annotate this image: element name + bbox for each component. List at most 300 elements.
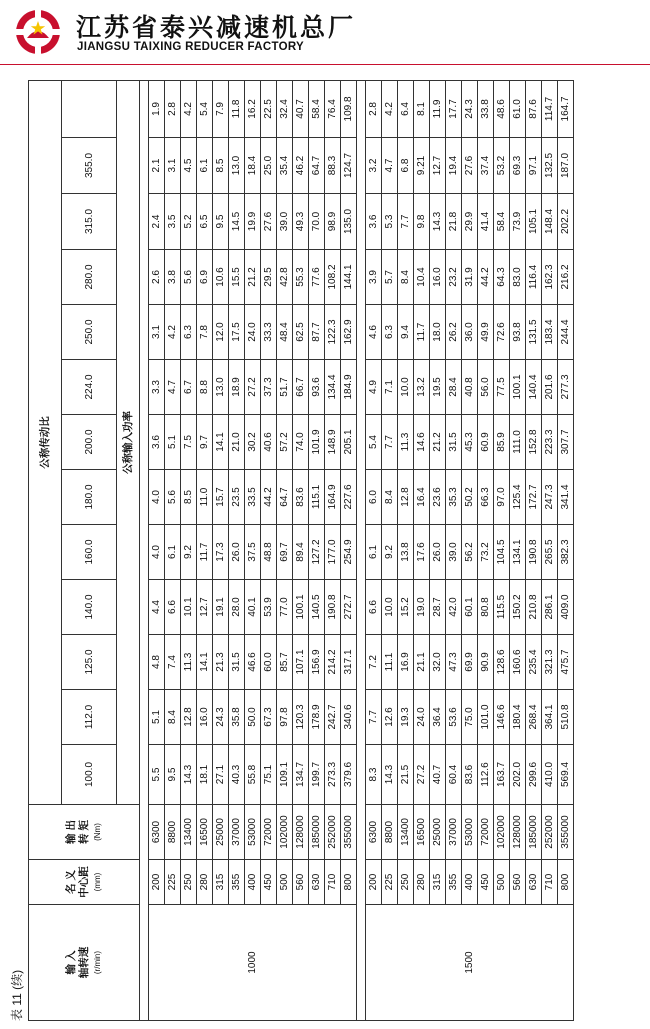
power-value-cell: 16.0 — [430, 250, 446, 305]
power-value-cell: 14.6 — [414, 415, 430, 470]
power-value-cell: 6.4 — [398, 80, 414, 137]
power-value-cell: 27.6 — [261, 194, 277, 250]
power-value-cell: 134.1 — [510, 525, 526, 580]
power-value-cell: 11.3 — [181, 635, 197, 690]
power-value-cell: 3.9 — [366, 250, 382, 305]
power-value-cell: 7.5 — [181, 415, 197, 470]
header-center-distance-unit: (mm) — [92, 872, 102, 892]
power-value-cell: 27.6 — [462, 138, 478, 194]
table-row — [558, 80, 574, 1020]
power-value-cell: 73.9 — [510, 194, 526, 250]
power-value-cell: 4.2 — [382, 80, 398, 137]
output-torque-cell: 102000 — [494, 805, 510, 860]
power-value-cell: 135.0 — [341, 194, 357, 250]
power-value-cell: 26.2 — [446, 305, 462, 360]
power-value-cell: 7.9 — [213, 80, 229, 137]
power-value-cell: 2.4 — [149, 194, 165, 250]
power-value-cell: 37.3 — [261, 360, 277, 415]
power-value-cell: 12.8 — [398, 470, 414, 525]
power-value-cell: 569.4 — [558, 745, 574, 805]
table-row — [366, 80, 382, 1020]
power-value-cell: 14.3 — [181, 745, 197, 805]
power-value-cell: 31.5 — [229, 635, 245, 690]
power-value-cell: 9.8 — [414, 194, 430, 250]
power-value-cell: 5.5 — [149, 745, 165, 805]
power-value-cell: 48.6 — [494, 80, 510, 137]
output-torque-cell: 355000 — [558, 805, 574, 860]
power-value-cell: 11.1 — [382, 635, 398, 690]
power-value-cell: 9.7 — [197, 415, 213, 470]
power-value-cell: 7.8 — [197, 305, 213, 360]
power-value-cell: 152.8 — [526, 415, 542, 470]
power-value-cell: 40.7 — [293, 80, 309, 137]
power-value-cell: 2.8 — [165, 80, 181, 137]
power-value-cell: 70.0 — [309, 194, 325, 250]
output-torque-cell: 128000 — [510, 805, 526, 860]
group-spacer — [357, 80, 366, 1020]
power-value-cell: 125.4 — [510, 470, 526, 525]
power-value-cell: 190.8 — [526, 525, 542, 580]
power-value-cell: 6.1 — [366, 525, 382, 580]
power-value-cell: 8.4 — [398, 250, 414, 305]
output-torque-cell: 37000 — [229, 805, 245, 860]
output-torque-cell: 16500 — [197, 805, 213, 860]
power-value-cell: 29.5 — [261, 250, 277, 305]
power-value-cell: 4.5 — [181, 138, 197, 194]
power-value-cell: 24.0 — [414, 690, 430, 745]
power-value-cell: 134.7 — [293, 745, 309, 805]
table-row — [462, 80, 478, 1020]
power-value-cell: 6.1 — [197, 138, 213, 194]
output-torque-cell: 53000 — [245, 805, 261, 860]
power-value-cell: 178.9 — [309, 690, 325, 745]
ratio-header-cell: 200.0 — [62, 415, 117, 470]
power-value-cell: 55.3 — [293, 250, 309, 305]
power-value-cell: 87.7 — [309, 305, 325, 360]
power-value-cell: 4.7 — [382, 138, 398, 194]
power-value-cell: 46.2 — [293, 138, 309, 194]
power-value-cell: 58.4 — [309, 80, 325, 137]
power-value-cell: 214.2 — [325, 635, 341, 690]
output-torque-cell: 6300 — [149, 805, 165, 860]
power-value-cell: 21.3 — [213, 635, 229, 690]
power-value-cell: 37.4 — [478, 138, 494, 194]
table-row — [414, 80, 430, 1020]
power-value-cell: 7.7 — [382, 415, 398, 470]
header-nominal-power: 公称输入功率 — [117, 80, 140, 804]
power-value-cell: 6.6 — [366, 580, 382, 635]
input-speed-cell: 1500 — [366, 905, 574, 1021]
table-row — [245, 80, 261, 1020]
power-value-cell: 14.5 — [229, 194, 245, 250]
power-value-cell: 382.3 — [558, 525, 574, 580]
power-value-cell: 19.9 — [245, 194, 261, 250]
output-torque-cell: 252000 — [542, 805, 558, 860]
table-row — [325, 80, 341, 1020]
output-torque-cell: 128000 — [293, 805, 309, 860]
page-header — [0, 0, 650, 72]
power-value-cell: 37.5 — [245, 525, 261, 580]
power-value-cell: 201.6 — [542, 360, 558, 415]
power-value-cell: 4.2 — [165, 305, 181, 360]
power-value-cell: 19.4 — [446, 138, 462, 194]
power-value-cell: 7.2 — [366, 635, 382, 690]
power-value-cell: 24.0 — [245, 305, 261, 360]
power-value-cell: 5.1 — [149, 690, 165, 745]
power-value-cell: 45.3 — [462, 415, 478, 470]
power-value-cell: 33.8 — [478, 80, 494, 137]
power-value-cell: 16.4 — [414, 470, 430, 525]
header-output-torque-unit: (Nm) — [92, 823, 102, 841]
power-value-cell: 88.3 — [325, 138, 341, 194]
power-value-cell: 4.0 — [149, 470, 165, 525]
power-value-cell: 16.0 — [197, 690, 213, 745]
power-value-cell: 307.7 — [558, 415, 574, 470]
power-value-cell: 74.0 — [293, 415, 309, 470]
power-value-cell: 6.6 — [165, 580, 181, 635]
output-torque-cell: 185000 — [526, 805, 542, 860]
center-distance-cell: 250 — [398, 860, 414, 905]
power-value-cell: 42.8 — [277, 250, 293, 305]
power-value-cell: 100.1 — [293, 580, 309, 635]
power-value-cell: 109.8 — [341, 80, 357, 137]
ratio-header-cell: 160.0 — [62, 525, 117, 580]
power-value-cell: 67.3 — [261, 690, 277, 745]
rotated-table-page — [8, 81, 608, 1021]
power-value-cell: 286.1 — [542, 580, 558, 635]
power-value-cell: 57.2 — [277, 415, 293, 470]
power-value-cell: 13.2 — [414, 360, 430, 415]
power-value-cell: 21.5 — [398, 745, 414, 805]
output-torque-cell: 102000 — [277, 805, 293, 860]
power-value-cell: 93.8 — [510, 305, 526, 360]
power-value-cell: 162.3 — [542, 250, 558, 305]
power-value-cell: 98.9 — [325, 194, 341, 250]
power-value-cell: 5.4 — [366, 415, 382, 470]
header-input-speed-unit: (r/min) — [92, 950, 102, 975]
power-value-cell: 317.1 — [341, 635, 357, 690]
power-value-cell: 244.4 — [558, 305, 574, 360]
ratio-header-cell: 280.0 — [62, 250, 117, 305]
header-center-distance — [29, 860, 140, 905]
power-value-cell: 107.1 — [293, 635, 309, 690]
power-value-cell: 75.0 — [462, 690, 478, 745]
company-name-english: JIANGSU TAIXING REDUCER FACTORY — [77, 41, 304, 53]
power-value-cell: 162.9 — [341, 305, 357, 360]
power-value-cell: 66.3 — [478, 470, 494, 525]
power-value-cell: 273.3 — [325, 745, 341, 805]
power-value-cell: 11.3 — [398, 415, 414, 470]
table-row — [430, 80, 446, 1020]
center-distance-cell: 200 — [366, 860, 382, 905]
power-value-cell: 3.8 — [165, 250, 181, 305]
power-value-cell: 21.8 — [446, 194, 462, 250]
power-value-cell: 8.1 — [414, 80, 430, 137]
power-value-cell: 40.3 — [229, 745, 245, 805]
power-value-cell: 216.2 — [558, 250, 574, 305]
power-value-cell: 97.1 — [526, 138, 542, 194]
header-input-speed-label: 输 入 轴转速 — [64, 946, 90, 979]
table-row — [526, 80, 542, 1020]
center-distance-cell: 560 — [510, 860, 526, 905]
power-value-cell: 53.9 — [261, 580, 277, 635]
center-distance-cell: 200 — [149, 860, 165, 905]
power-value-cell: 22.5 — [261, 80, 277, 137]
ratio-header-cell: 250.0 — [62, 305, 117, 360]
center-distance-cell: 280 — [414, 860, 430, 905]
power-value-cell: 31.5 — [446, 415, 462, 470]
power-value-cell: 26.0 — [430, 525, 446, 580]
power-value-cell: 7.7 — [366, 690, 382, 745]
power-value-cell: 172.7 — [526, 470, 542, 525]
power-value-cell: 6.3 — [181, 305, 197, 360]
ratio-header-cell: 100.0 — [62, 745, 117, 805]
center-distance-cell: 800 — [558, 860, 574, 905]
ratio-header-cell: 315.0 — [62, 194, 117, 250]
power-value-cell: 35.3 — [446, 470, 462, 525]
power-value-cell: 55.8 — [245, 745, 261, 805]
power-value-cell: 10.0 — [382, 580, 398, 635]
center-distance-cell: 355 — [229, 860, 245, 905]
power-value-cell: 60.1 — [462, 580, 478, 635]
power-value-cell: 17.7 — [446, 80, 462, 137]
power-value-cell: 8.8 — [197, 360, 213, 415]
center-distance-cell: 355 — [446, 860, 462, 905]
power-value-cell: 35.8 — [229, 690, 245, 745]
power-value-cell: 69.9 — [462, 635, 478, 690]
power-value-cell: 247.3 — [542, 470, 558, 525]
power-value-cell: 69.7 — [277, 525, 293, 580]
power-value-cell: 13.8 — [398, 525, 414, 580]
power-value-cell: 61.0 — [510, 80, 526, 137]
power-value-cell: 14.1 — [197, 635, 213, 690]
power-value-cell: 140.4 — [526, 360, 542, 415]
center-distance-cell: 225 — [165, 860, 181, 905]
center-distance-cell: 315 — [213, 860, 229, 905]
power-value-cell: 25.0 — [261, 138, 277, 194]
output-torque-cell: 6300 — [366, 805, 382, 860]
power-value-cell: 49.3 — [293, 194, 309, 250]
output-torque-cell: 25000 — [213, 805, 229, 860]
output-torque-cell: 355000 — [341, 805, 357, 860]
header-input-speed — [29, 905, 140, 1021]
power-value-cell: 47.3 — [446, 635, 462, 690]
table-row — [197, 80, 213, 1020]
power-value-cell: 64.7 — [277, 470, 293, 525]
power-value-cell: 10.6 — [213, 250, 229, 305]
power-value-cell: 27.2 — [245, 360, 261, 415]
power-value-cell: 15.5 — [229, 250, 245, 305]
output-torque-cell: 53000 — [462, 805, 478, 860]
power-value-cell: 89.4 — [293, 525, 309, 580]
power-value-cell: 8.5 — [213, 138, 229, 194]
power-value-cell: 190.8 — [325, 580, 341, 635]
power-value-cell: 11.8 — [229, 80, 245, 137]
power-value-cell: 7.1 — [382, 360, 398, 415]
power-value-cell: 101.9 — [309, 415, 325, 470]
power-value-cell: 12.8 — [181, 690, 197, 745]
center-distance-cell: 710 — [542, 860, 558, 905]
power-value-cell: 108.2 — [325, 250, 341, 305]
power-value-cell: 28.7 — [430, 580, 446, 635]
header-nominal-ratio: 公称传动比 — [29, 80, 62, 804]
power-value-cell: 27.2 — [414, 745, 430, 805]
power-value-cell: 69.3 — [510, 138, 526, 194]
table-row — [293, 80, 309, 1020]
power-value-cell: 64.7 — [309, 138, 325, 194]
power-value-cell: 64.3 — [494, 250, 510, 305]
power-value-cell: 24.3 — [213, 690, 229, 745]
header-divider — [0, 64, 650, 65]
power-value-cell: 72.6 — [494, 305, 510, 360]
power-value-cell: 510.8 — [558, 690, 574, 745]
center-distance-cell: 225 — [382, 860, 398, 905]
power-value-cell: 36.0 — [462, 305, 478, 360]
power-value-cell: 202.0 — [510, 745, 526, 805]
power-value-cell: 6.0 — [366, 470, 382, 525]
table-row — [510, 80, 526, 1020]
power-value-cell: 3.6 — [366, 194, 382, 250]
power-value-cell: 21.1 — [414, 635, 430, 690]
power-value-cell: 105.1 — [526, 194, 542, 250]
table-row — [277, 80, 293, 1020]
power-value-cell: 5.6 — [181, 250, 197, 305]
power-value-cell: 475.7 — [558, 635, 574, 690]
power-value-cell: 299.6 — [526, 745, 542, 805]
power-value-cell: 15.7 — [213, 470, 229, 525]
power-value-cell: 41.4 — [478, 194, 494, 250]
output-torque-cell: 252000 — [325, 805, 341, 860]
power-value-cell: 75.1 — [261, 745, 277, 805]
table-row — [181, 80, 197, 1020]
power-value-cell: 26.0 — [229, 525, 245, 580]
power-value-cell: 7.7 — [398, 194, 414, 250]
power-value-cell: 127.2 — [309, 525, 325, 580]
power-value-cell: 27.1 — [213, 745, 229, 805]
power-value-cell: 9.21 — [414, 138, 430, 194]
power-value-cell: 12.7 — [197, 580, 213, 635]
power-value-cell: 16.9 — [398, 635, 414, 690]
power-value-cell: 87.6 — [526, 80, 542, 137]
power-value-cell: 58.4 — [494, 194, 510, 250]
output-torque-cell: 8800 — [382, 805, 398, 860]
power-value-cell: 44.2 — [478, 250, 494, 305]
power-value-cell: 2.8 — [366, 80, 382, 137]
power-value-cell: 29.9 — [462, 194, 478, 250]
power-value-cell: 35.4 — [277, 138, 293, 194]
power-value-cell: 48.8 — [261, 525, 277, 580]
power-value-cell: 199.7 — [309, 745, 325, 805]
output-torque-cell: 72000 — [478, 805, 494, 860]
power-value-cell: 115.1 — [309, 470, 325, 525]
power-rating-table — [28, 80, 574, 1021]
power-value-cell: 100.1 — [510, 360, 526, 415]
power-value-cell: 340.6 — [341, 690, 357, 745]
power-value-cell: 18.4 — [245, 138, 261, 194]
power-value-cell: 144.1 — [341, 250, 357, 305]
power-value-cell: 112.6 — [478, 745, 494, 805]
power-value-cell: 268.4 — [526, 690, 542, 745]
group-spacer-row — [140, 80, 149, 1020]
center-distance-cell: 450 — [478, 860, 494, 905]
power-value-cell: 28.4 — [446, 360, 462, 415]
power-value-cell: 48.4 — [277, 305, 293, 360]
power-value-cell: 2.6 — [149, 250, 165, 305]
power-value-cell: 10.1 — [181, 580, 197, 635]
power-value-cell: 8.4 — [165, 690, 181, 745]
power-value-cell: 66.7 — [293, 360, 309, 415]
power-value-cell: 23.6 — [430, 470, 446, 525]
power-value-cell: 46.6 — [245, 635, 261, 690]
power-value-cell: 122.3 — [325, 305, 341, 360]
power-value-cell: 124.7 — [341, 138, 357, 194]
power-value-cell: 23.5 — [229, 470, 245, 525]
power-value-cell: 183.4 — [542, 305, 558, 360]
power-value-cell: 51.7 — [277, 360, 293, 415]
power-value-cell: 73.2 — [478, 525, 494, 580]
power-value-cell: 77.5 — [494, 360, 510, 415]
table-row — [446, 80, 462, 1020]
power-value-cell: 7.4 — [165, 635, 181, 690]
power-value-cell: 3.6 — [149, 415, 165, 470]
output-torque-cell: 37000 — [446, 805, 462, 860]
power-value-cell: 60.9 — [478, 415, 494, 470]
center-distance-cell: 400 — [462, 860, 478, 905]
power-value-cell: 4.7 — [165, 360, 181, 415]
power-value-cell: 60.0 — [261, 635, 277, 690]
table-caption: 表 11 (续) — [10, 969, 24, 1021]
power-value-cell: 16.2 — [245, 80, 261, 137]
power-value-cell: 131.5 — [526, 305, 542, 360]
power-value-cell: 164.7 — [558, 80, 574, 137]
table-row — [309, 80, 325, 1020]
company-logo-icon — [14, 8, 62, 56]
center-distance-cell: 450 — [261, 860, 277, 905]
power-value-cell: 17.6 — [414, 525, 430, 580]
power-value-cell: 93.6 — [309, 360, 325, 415]
power-value-cell: 379.6 — [341, 745, 357, 805]
header-center-distance-label: 名 义 中心距 — [64, 866, 90, 898]
power-value-cell: 11.7 — [414, 305, 430, 360]
power-value-cell: 17.3 — [213, 525, 229, 580]
output-torque-cell: 185000 — [309, 805, 325, 860]
power-value-cell: 14.3 — [382, 745, 398, 805]
power-value-cell: 3.1 — [165, 138, 181, 194]
table-row — [478, 80, 494, 1020]
power-value-cell: 11.0 — [197, 470, 213, 525]
power-value-cell: 18.1 — [197, 745, 213, 805]
center-distance-cell: 500 — [494, 860, 510, 905]
power-value-cell: 364.1 — [542, 690, 558, 745]
output-torque-cell: 13400 — [398, 805, 414, 860]
output-torque-cell: 8800 — [165, 805, 181, 860]
power-value-cell: 5.3 — [382, 194, 398, 250]
power-value-cell: 104.5 — [494, 525, 510, 580]
power-value-cell: 3.1 — [149, 305, 165, 360]
ratio-header-blank — [62, 80, 117, 137]
center-distance-cell: 800 — [341, 860, 357, 905]
header-output-torque — [29, 805, 140, 860]
power-value-cell: 148.4 — [542, 194, 558, 250]
power-value-cell: 77.6 — [309, 250, 325, 305]
power-value-cell: 5.6 — [165, 470, 181, 525]
table-row — [398, 80, 414, 1020]
power-value-cell: 180.4 — [510, 690, 526, 745]
power-value-cell: 83.6 — [293, 470, 309, 525]
power-value-cell: 77.0 — [277, 580, 293, 635]
power-value-cell: 242.7 — [325, 690, 341, 745]
power-value-cell: 8.4 — [382, 470, 398, 525]
